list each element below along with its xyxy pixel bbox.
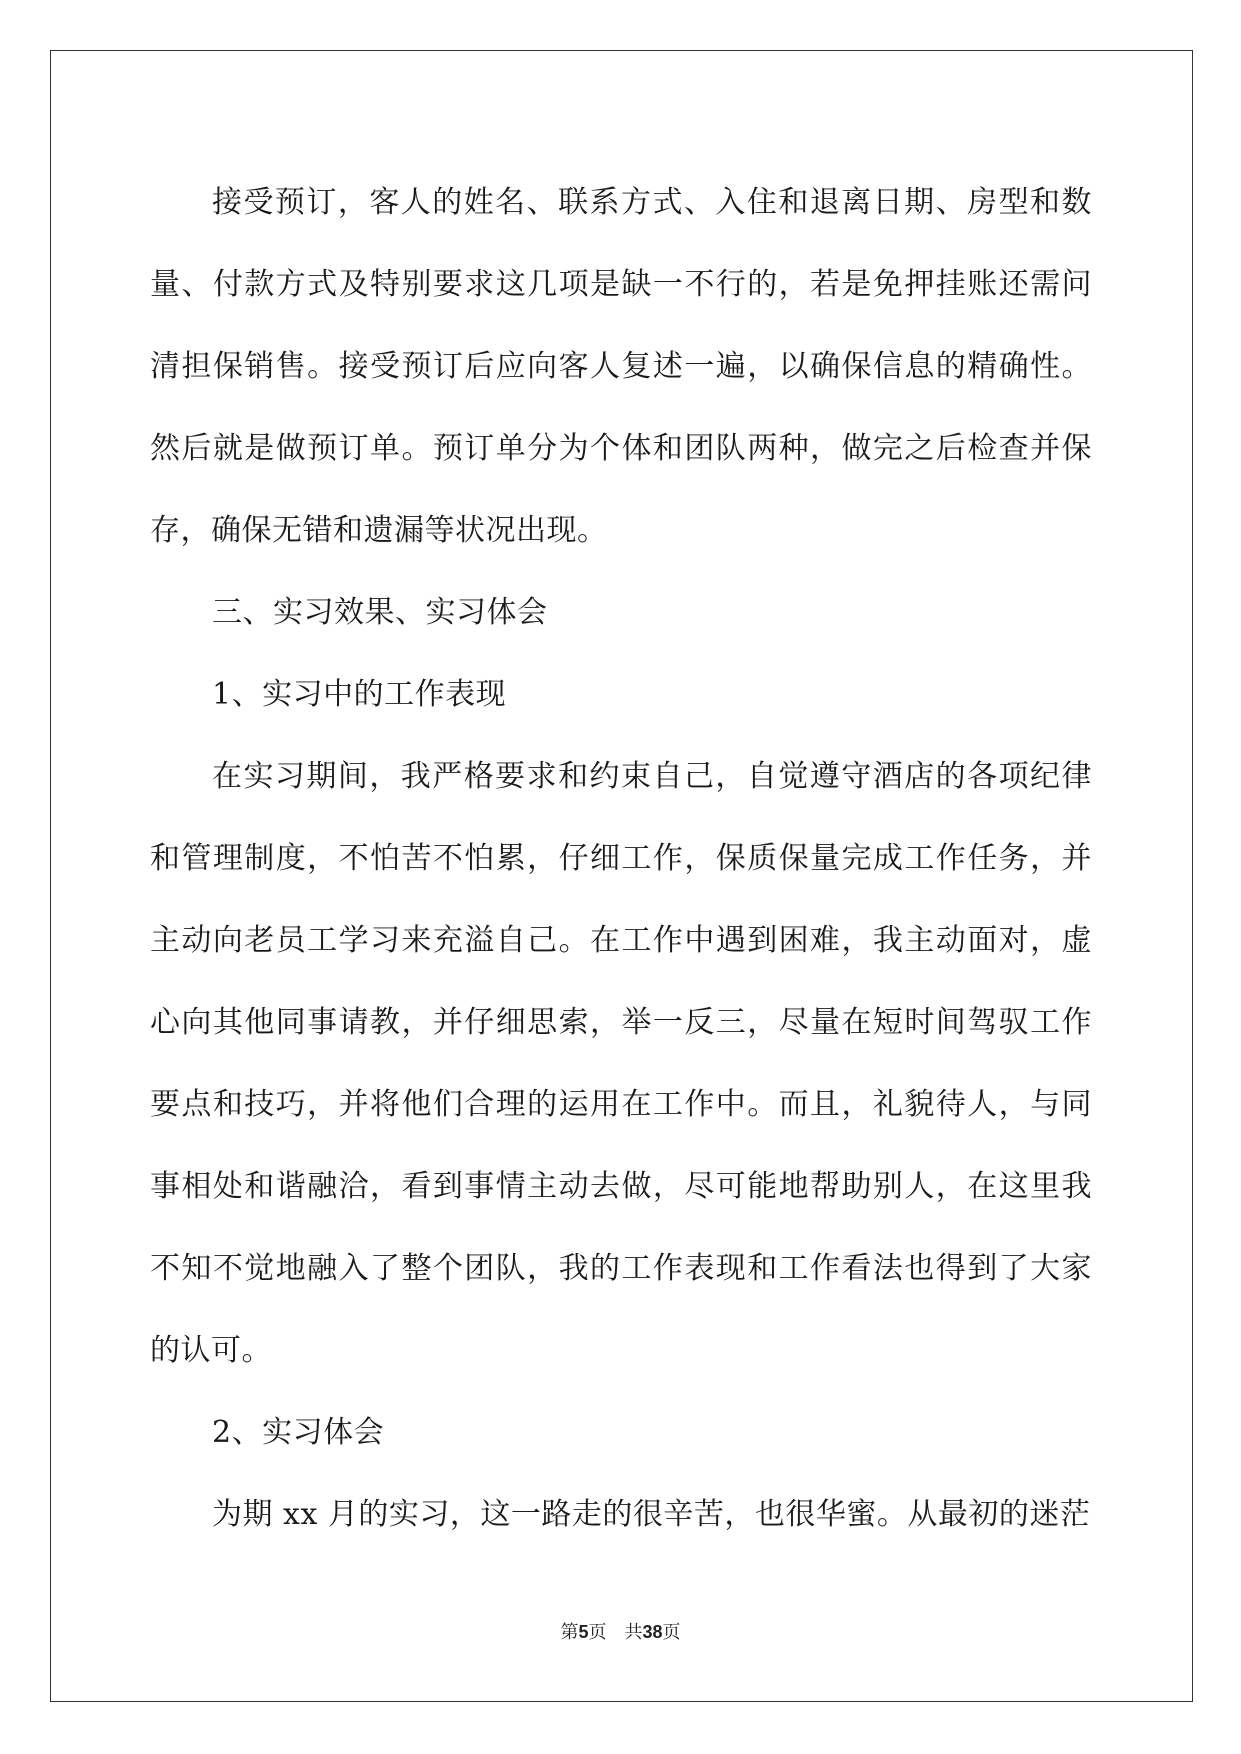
paragraph-work-performance: 在实习期间，我严格要求和约束自己，自觉遵守酒店的各项纪律和管理制度，不怕苦不怕累，仔细工作，保质保量完成工作任务，并主动向老员工学习来充溢自己。在工作中遇到困难，我主动面对，虚心向其他同事请教，并仔细思索，举一反三，尽量在短时间驾驭工作要点和技巧，并将他们合理的运用在工作中。而且，礼貌待人，与同事相处和谐融洽，看到事情主动去做，尽可能地帮助别人，在这里我不知不觉地融入了整个团队，我的工作表现和工作看法也得到了大家的认可。 (150, 759, 1092, 1368)
total-prefix: 共 (624, 1622, 643, 1643)
page-number: 5 (578, 1622, 589, 1642)
subheading-work-performance: 1、实习中的工作表现 (212, 677, 507, 712)
page-suffix: 页 (588, 1622, 607, 1643)
page-footer (0, 1620, 1241, 1645)
document-body (150, 162, 1092, 1556)
paragraph-reservation: 接受预订，客人的姓名、联系方式、入住和退离日期、房型和数量、付款方式及特别要求这几项是缺一不行的，若是免押挂账还需问清担保销售。接受预订后应向客人复述一遍，以确保信息的精确性。然后就是做预订单。预订单分为个体和团队两种，做完之后检查并保存，确保无错和遗漏等状况出现。 (150, 185, 1092, 548)
total-pages: 38 (642, 1622, 663, 1642)
subheading-internship-experience: 2、实习体会 (212, 1415, 385, 1450)
page-prefix: 第 (560, 1622, 579, 1643)
paragraph-internship-experience: 为期 xx 月的实习，这一路走的很辛苦，也很华蜜。从最初的迷茫 (212, 1497, 1091, 1532)
section-heading-internship-results: 三、实习效果、实习体会 (212, 595, 548, 630)
total-suffix: 页 (662, 1622, 681, 1643)
